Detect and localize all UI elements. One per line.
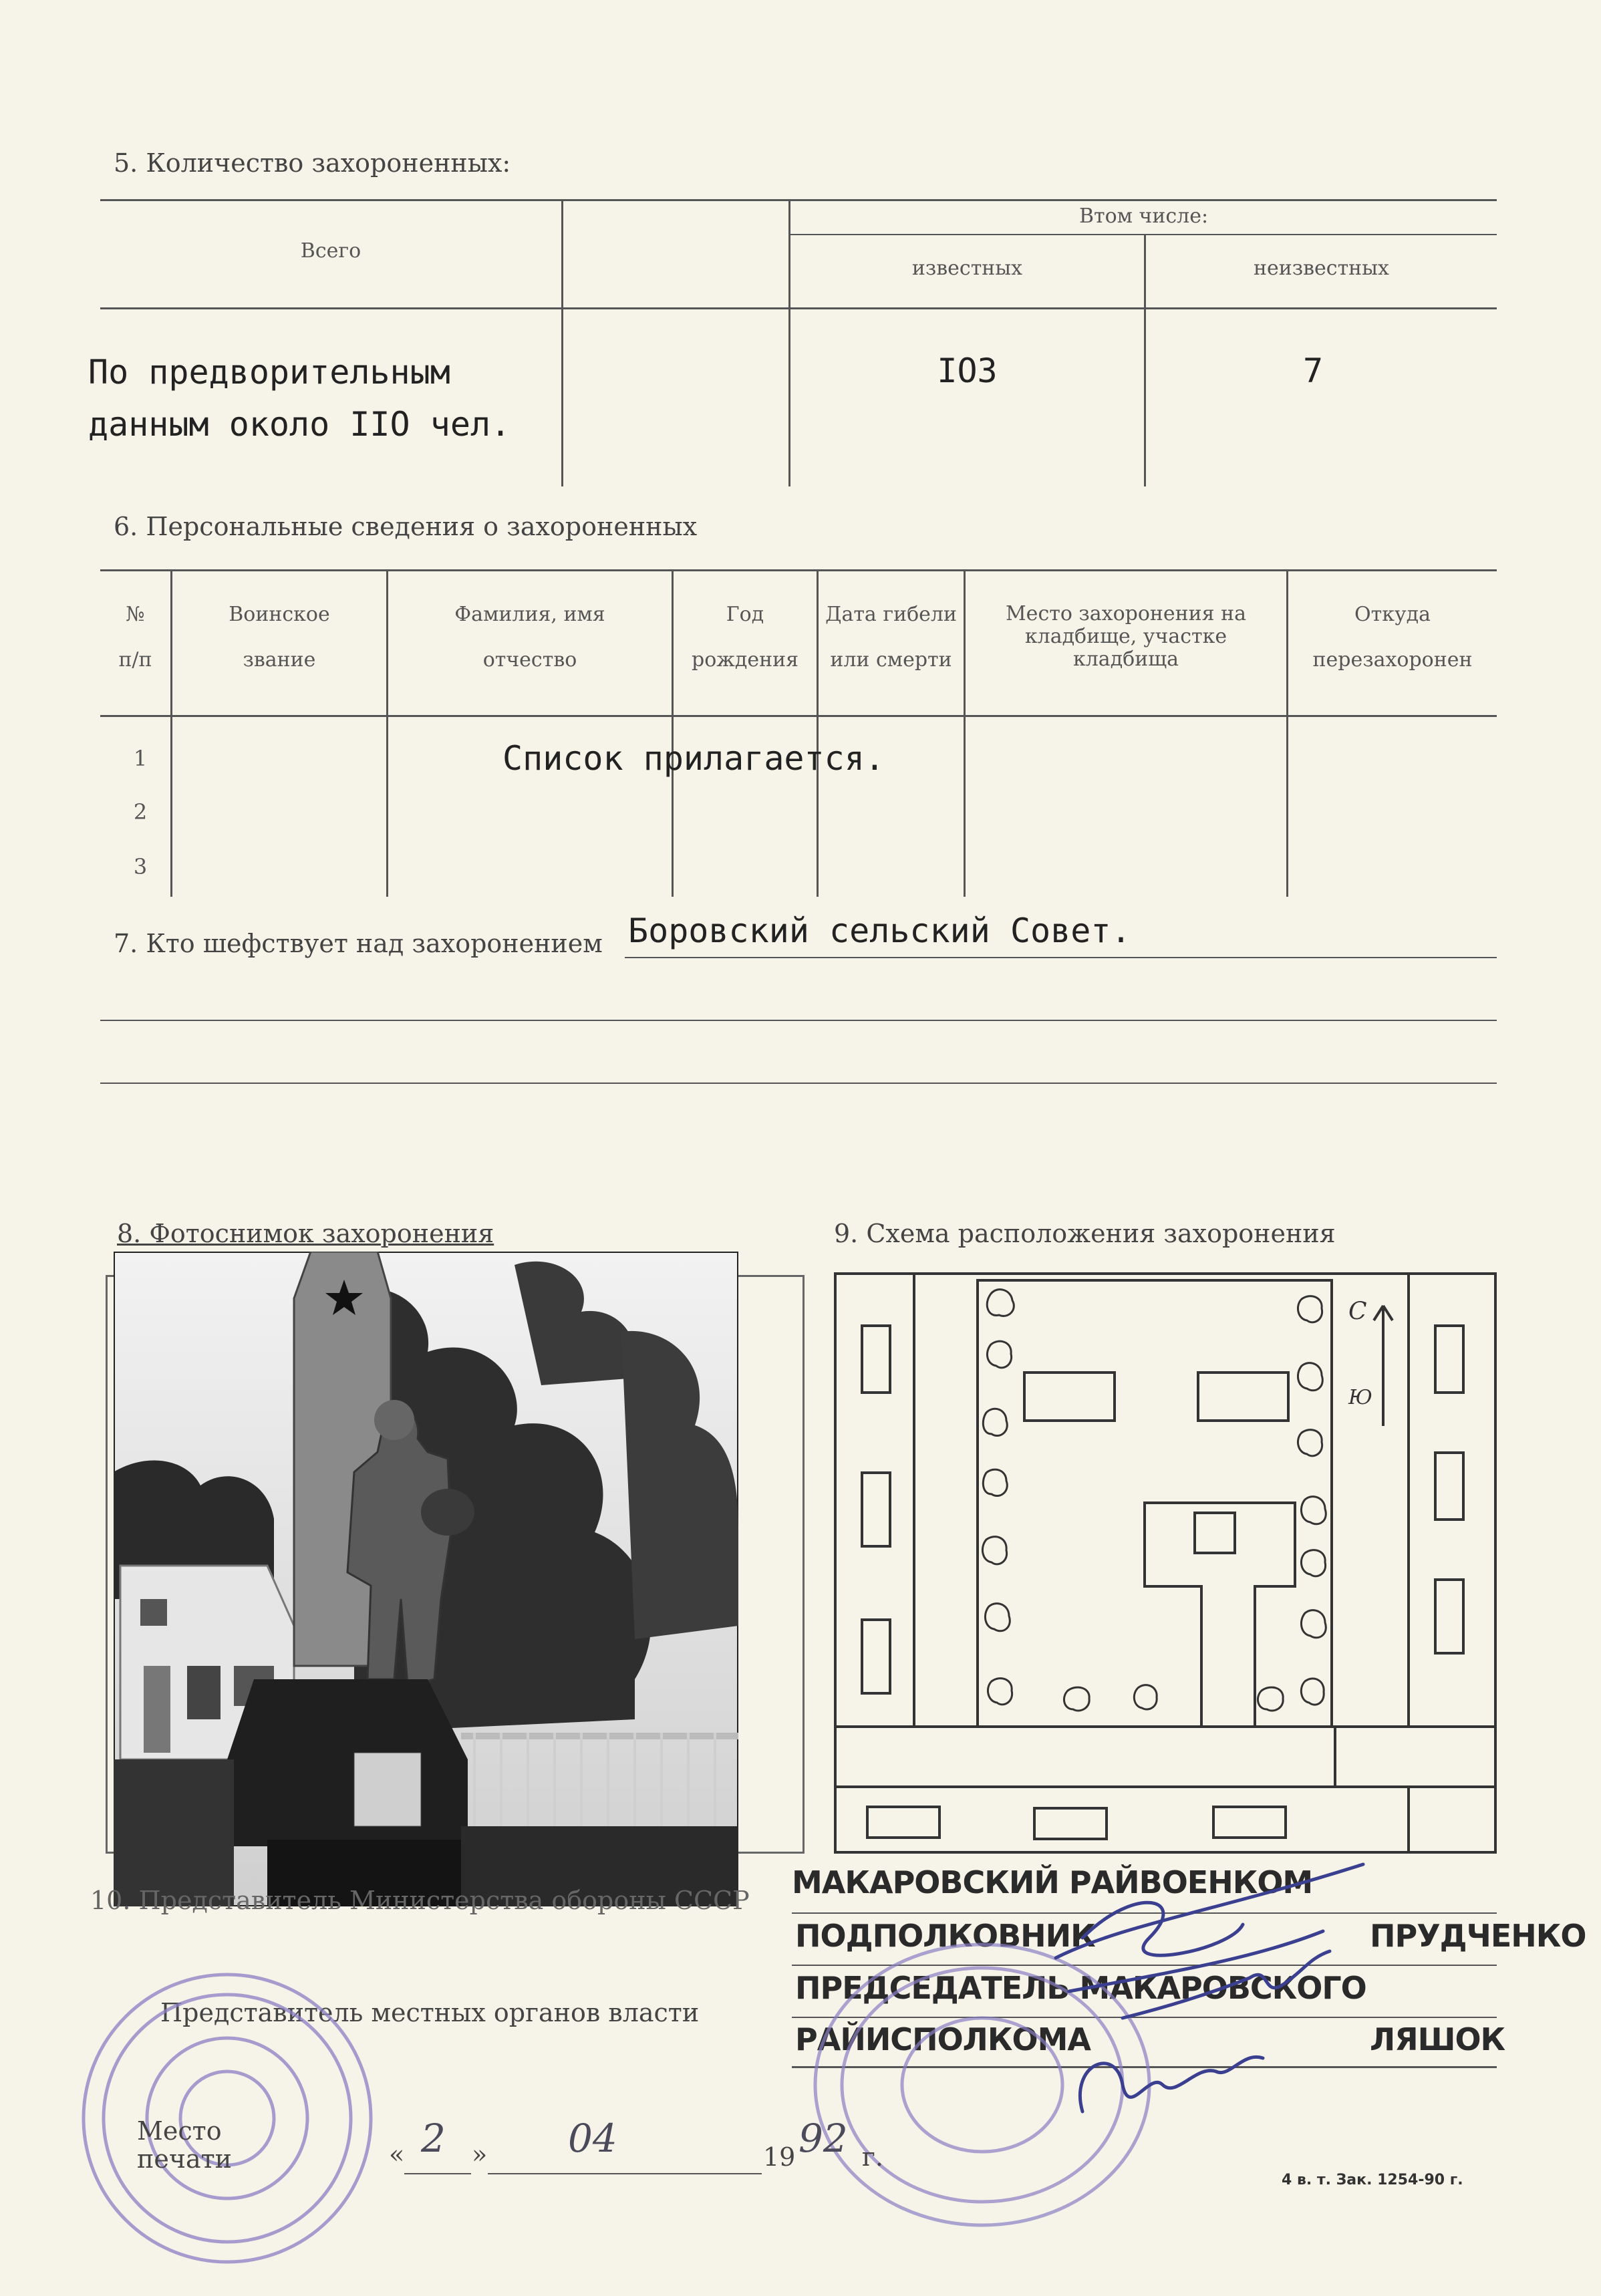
s5-vline-1 (561, 199, 563, 486)
s5-vline-2 (788, 199, 790, 486)
s6-hdr-name: Фамилия, имя отчество (454, 603, 605, 672)
stamp-line3: ПРЕДСЕДАТЕЛЬ МАКАРОВСКОГО (795, 1970, 1366, 2006)
stamp-line1: МАКАРОВСКИЙ РАЙВОЕНКОМ (792, 1864, 1313, 1900)
s5-top-border (100, 199, 1497, 201)
date-month-line (488, 2173, 762, 2174)
print-info: 4 в. т. Зак. 1254-90 г. (1282, 2172, 1463, 2188)
s5-header-bottom (100, 307, 1497, 309)
stamp-name1: ПРУДЧЕНКО (1370, 1918, 1586, 1954)
date-open-quote: « (389, 2140, 405, 2169)
date-year-prefix: 19 (763, 2142, 796, 2172)
s6-hdr-rank: Воинское звание (229, 603, 330, 672)
s7-underline-2 (100, 1020, 1497, 1021)
handwritten-signatures (1042, 1844, 1417, 2152)
s5-col-known: известных (911, 257, 1023, 280)
date-close-quote: » (472, 2140, 488, 2169)
date-year-abbr: г. (862, 2142, 883, 2172)
s6-row-1: 1 (133, 746, 148, 771)
section8-title: 8. Фотоснимок захоронения (117, 1219, 494, 1248)
s7-value: Боровский сельский Совет. (628, 911, 1131, 950)
s7-underline-1 (625, 957, 1497, 958)
s5-known-value: IO3 (937, 351, 998, 390)
section7-title: 7. Кто шефствует над захоронением (114, 929, 603, 958)
s6-hdr-num: № п/п (118, 603, 152, 672)
s6-row-3: 3 (133, 854, 148, 879)
s7-underline-3 (100, 1083, 1497, 1084)
date-month: 04 (568, 2116, 617, 2161)
s6-list-note: Список прилагается. (502, 739, 885, 778)
scheme-north-label: С (1348, 1298, 1367, 1325)
scheme-south-label: Ю (1348, 1386, 1372, 1409)
s5-total-line2: данным около IIO чел. (88, 405, 511, 444)
section9-title: 9. Схема расположения захоронения (834, 1219, 1336, 1248)
s6-hdr-birth: Год рождения (691, 603, 798, 672)
s6-row-2: 2 (133, 799, 148, 825)
section5-title: 5. Количество захороненных: (114, 148, 511, 178)
stamp-line4: РАЙИСПОЛКОМА (795, 2021, 1090, 2057)
s6-hdr-from: Откуда перезахоронен (1312, 603, 1473, 672)
local-rep-label: Представитель местных органов власти (160, 1998, 700, 2027)
section6-title: 6. Персональные сведения о захороненных (114, 512, 698, 541)
stamp-name2: ЛЯШОК (1370, 2021, 1505, 2057)
s5-col-total: Всего (300, 239, 361, 263)
date-day: 2 (421, 2116, 446, 2161)
burial-scheme (834, 1272, 1497, 1854)
section10-title: 10. Представитель Министерства обороны СССР (90, 1886, 750, 1915)
s5-unknown-value: 7 (1302, 351, 1324, 390)
s5-col-unknown: неизвестных (1254, 257, 1389, 280)
date-day-line (404, 2173, 471, 2174)
s5-total-line1: По предворительным (88, 353, 450, 392)
memorial-photo (114, 1252, 738, 1906)
s6-hdr-place: Место захоронения на кладбище, участке кладбища (1005, 602, 1247, 671)
date-year-suffix: 92 (798, 2116, 848, 2161)
stamp-line2: ПОДПОЛКОВНИК (795, 1918, 1095, 1954)
s6-hdr-death: Дата гибели или смерти (825, 603, 957, 672)
seal-place-label: Место печати (137, 2116, 232, 2174)
s5-col-in-number: Втом числе: (1078, 204, 1209, 228)
